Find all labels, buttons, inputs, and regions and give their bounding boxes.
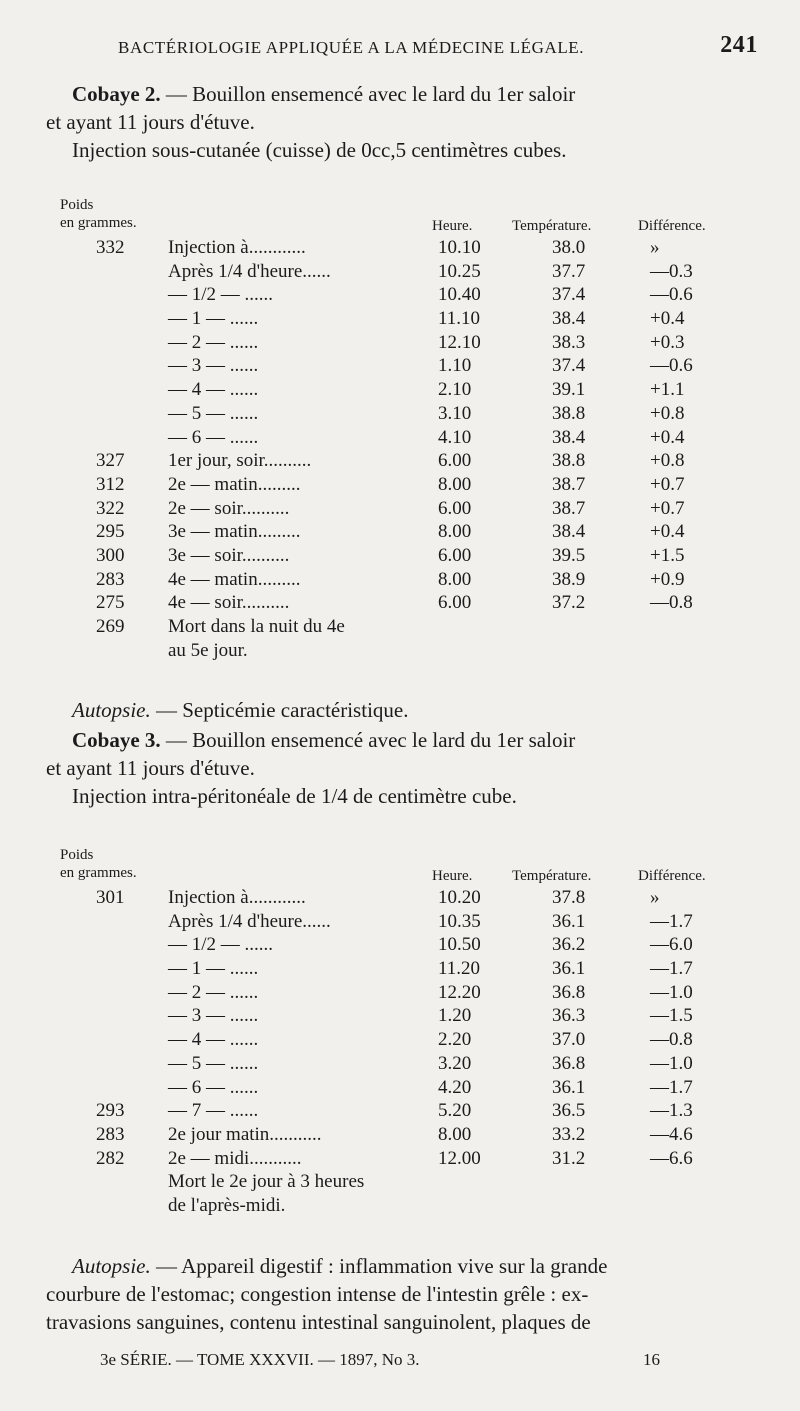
label-cell: au 5e jour. [168,639,248,661]
temp-cell: 37.8 [552,887,586,908]
time-cell: 3.20 [438,1052,472,1074]
label-cell: 1er jour, soir.......... [168,450,312,472]
cobaye-3-intro [46,726,758,810]
cobaye-3-heading: Cobaye 3. [72,728,161,752]
header-time: Heure. [432,218,473,234]
temp-cell: 36.1 [552,910,586,932]
time-cell: 6.00 [438,450,472,472]
temp-cell: 36.8 [552,1052,586,1074]
table-row [60,354,760,378]
diff-cell: —1.7 [650,958,693,980]
label-cell: — 1 — ...... [168,308,259,330]
table-header [60,196,760,236]
signature-number: 16 [643,1350,660,1369]
weight-cell: 283 [96,1123,125,1145]
cobaye-2-line2: et ayant 11 jours d'étuve. [46,110,255,134]
header-temp: Température. [512,218,592,234]
table-row [60,886,760,910]
time-cell: 11.10 [438,308,481,330]
temp-cell: 37.2 [552,592,586,614]
weight-cell: 332 [96,237,125,258]
table-row [60,1028,760,1052]
diff-cell: —6.6 [650,1147,693,1169]
table-row [60,1052,760,1076]
table-row [60,1170,760,1194]
label-cell: 3e — matin......... [168,521,301,543]
table-row [60,639,760,663]
cobaye-2-autopsy [46,696,758,724]
label-cell: Injection à............ [168,237,306,258]
weight-cell: 300 [96,544,125,566]
cobaye-2-line1: — Bouillon ensemencé avec le lard du 1er saloir [160,82,576,106]
diff-cell: +0.4 [650,426,685,448]
table-row [60,1099,760,1123]
time-cell: 2.10 [438,379,472,401]
temp-cell: 38.3 [552,331,586,353]
table-row [60,473,760,497]
temp-cell: 36.3 [552,1005,586,1027]
table-row [60,957,760,981]
diff-cell: —1.0 [650,981,693,1003]
diff-cell: —0.6 [650,284,693,306]
time-cell: 10.50 [438,934,481,956]
diff-cell: +0.8 [650,450,685,472]
time-cell: 6.00 [438,592,472,614]
autopsy-line1: — Appareil digestif : inflammation vive sur la grande [150,1254,608,1278]
weight-cell: 275 [96,592,125,614]
diff-cell: +1.1 [650,379,685,401]
label-cell: — 3 — ...... [168,1005,259,1027]
autopsy-line2: courbure de l'estomac; congestion intense de l'intestin grêle : ex- [46,1282,589,1306]
temp-cell: 39.1 [552,379,586,401]
label-cell: — 4 — ...... [168,1029,259,1051]
weight-cell: 283 [96,568,125,590]
diff-cell: +1.5 [650,544,685,566]
temp-cell: 36.1 [552,1076,586,1098]
diff-cell: —6.0 [650,934,693,956]
header-diff: Différence. [638,868,706,884]
time-cell: 10.20 [438,887,481,908]
temp-cell: 36.5 [552,1100,586,1122]
diff-cell: —1.3 [650,1100,693,1122]
table-header [60,846,760,886]
running-header [118,32,758,58]
label-cell: de l'après-midi. [168,1194,286,1216]
table-row [60,426,760,450]
time-cell: 4.10 [438,426,472,448]
cobaye-2-table [60,196,760,662]
diff-cell: —0.8 [650,1029,693,1051]
cobaye-2-heading: Cobaye 2. [72,82,161,106]
label-cell: — 1/2 — ...... [168,934,274,956]
time-cell: 2.20 [438,1029,472,1051]
diff-cell: —0.3 [650,260,693,282]
table-row [60,933,760,957]
label-cell: — 1 — ...... [168,958,259,980]
time-cell: 12.00 [438,1147,481,1169]
temp-cell: 38.4 [552,426,586,448]
label-cell: — 5 — ...... [168,1052,259,1074]
temp-cell: 37.7 [552,260,586,282]
temp-cell: 38.7 [552,497,586,519]
page-number: 241 [720,32,758,58]
time-cell: 8.00 [438,1123,472,1145]
diff-cell: —1.7 [650,910,693,932]
header-temp: Température. [512,868,592,884]
table-row [60,378,760,402]
table-row [60,520,760,544]
table-row [60,497,760,521]
temp-cell: 37.4 [552,284,586,306]
weight-cell: 295 [96,521,125,543]
time-cell: 6.00 [438,497,472,519]
cobaye-3-line3: Injection intra-péritonéale de 1/4 de centimètre cube. [72,784,517,808]
diff-cell: +0.4 [650,308,685,330]
label-cell: — 1/2 — ...... [168,284,274,306]
table-row [60,449,760,473]
temp-cell: 38.0 [552,237,586,258]
table-row [60,1123,760,1147]
temp-cell: 38.4 [552,521,586,543]
time-cell: 10.25 [438,260,481,282]
header-title: BACTÉRIOLOGIE APPLIQUÉE A LA MÉDECINE LÉGALE. [118,38,585,57]
autopsy-line3: travasions sanguines, contenu intestinal sanguinolent, plaques de [46,1310,591,1334]
diff-cell: +0.8 [650,402,685,424]
label-cell: 4e — matin......... [168,568,301,590]
header-weight: Poids en grammes. [60,197,137,231]
time-cell: 8.00 [438,473,472,495]
diff-cell: —1.0 [650,1052,693,1074]
cobaye-3-line2: et ayant 11 jours d'étuve. [46,756,255,780]
time-cell: 1.20 [438,1005,472,1027]
diff-cell: » [650,887,660,908]
time-cell: 10.10 [438,237,481,258]
label-cell: — 2 — ...... [168,331,259,353]
table-row [60,307,760,331]
label-cell: Injection à............ [168,887,306,908]
label-cell: — 7 — ...... [168,1100,259,1122]
time-cell: 11.20 [438,958,481,980]
table-body [60,236,760,662]
weight-cell: 301 [96,887,125,908]
cobaye-2-line3: Injection sous-cutanée (cuisse) de 0cc,5 centimètres cubes. [72,138,567,162]
time-cell: 3.10 [438,402,472,424]
label-cell: — 3 — ...... [168,355,259,377]
table-row [60,1194,760,1218]
cobaye-2-intro [46,80,758,164]
label-cell: 2e jour matin........... [168,1123,322,1145]
table-row [60,260,760,284]
cobaye-3-autopsy [46,1252,758,1336]
time-cell: 5.20 [438,1100,472,1122]
label-cell: 2e — matin......... [168,473,301,495]
temp-cell: 31.2 [552,1147,586,1169]
diff-cell: —1.7 [650,1076,693,1098]
weight-cell: 293 [96,1100,125,1122]
time-cell: 10.35 [438,910,481,932]
time-cell: 6.00 [438,544,472,566]
cobaye-3-table [60,846,760,1218]
table-row [60,283,760,307]
time-cell: 12.20 [438,981,481,1003]
time-cell: 1.10 [438,355,472,377]
diff-cell: +0.9 [650,568,685,590]
table-row [60,331,760,355]
table-row [60,1004,760,1028]
table-body [60,886,760,1218]
temp-cell: 39.5 [552,544,586,566]
diff-cell: —0.8 [650,592,693,614]
table-row [60,615,760,639]
temp-cell: 36.2 [552,934,586,956]
weight-cell: 327 [96,450,125,472]
temp-cell: 38.4 [552,308,586,330]
table-row [60,236,760,260]
diff-cell: » [650,237,660,258]
temp-cell: 33.2 [552,1123,586,1145]
label-cell: — 2 — ...... [168,981,259,1003]
diff-cell: +0.3 [650,331,685,353]
label-cell: 2e — soir.......... [168,497,290,519]
header-time: Heure. [432,868,473,884]
footer-series: 3e SÉRIE. — TOME XXXVII. — 1897, No 3. [100,1350,420,1369]
time-cell: 12.10 [438,331,481,353]
diff-cell: +0.7 [650,497,685,519]
label-cell: Mort le 2e jour à 3 heures [168,1171,365,1193]
label-cell: 3e — soir.......... [168,544,290,566]
table-row [60,910,760,934]
table-row [60,981,760,1005]
diff-cell: +0.4 [650,521,685,543]
temp-cell: 36.8 [552,981,586,1003]
header-weight: Poids en grammes. [60,847,137,881]
temp-cell: 38.7 [552,473,586,495]
temp-cell: 38.9 [552,568,586,590]
label-cell: Après 1/4 d'heure...... [168,260,331,282]
temp-cell: 36.1 [552,958,586,980]
label-cell: Après 1/4 d'heure...... [168,910,331,932]
table-row [60,1147,760,1171]
label-cell: — 6 — ...... [168,1076,259,1098]
time-cell: 8.00 [438,568,472,590]
table-row [60,544,760,568]
time-cell: 10.40 [438,284,481,306]
temp-cell: 37.4 [552,355,586,377]
temp-cell: 38.8 [552,450,586,472]
cobaye-3-line1: — Bouillon ensemencé avec le lard du 1er saloir [160,728,576,752]
table-row [60,1076,760,1100]
weight-cell: 269 [96,616,125,637]
temp-cell: 37.0 [552,1029,586,1051]
label-cell: — 4 — ...... [168,379,259,401]
diff-cell: —1.5 [650,1005,693,1027]
label-cell: 4e — soir.......... [168,592,290,614]
diff-cell: —4.6 [650,1123,693,1145]
diff-cell: —0.6 [650,355,693,377]
diff-cell: +0.7 [650,473,685,495]
header-diff: Différence. [638,218,706,234]
autopsy-label: Autopsie. [72,698,151,722]
autopsy-text: — Septicémie caractéristique. [150,698,409,722]
label-cell: Mort dans la nuit du 4e [168,616,345,637]
weight-cell: 312 [96,473,125,495]
temp-cell: 38.8 [552,402,586,424]
label-cell: — 6 — ...... [168,426,259,448]
weight-cell: 322 [96,497,125,519]
label-cell: — 5 — ...... [168,402,259,424]
label-cell: 2e — midi........... [168,1147,302,1169]
table-row [60,402,760,426]
table-row [60,591,760,615]
time-cell: 8.00 [438,521,472,543]
table-row [60,568,760,592]
autopsy-label: Autopsie. [72,1254,151,1278]
page-footer [100,1350,660,1370]
weight-cell: 282 [96,1147,125,1169]
time-cell: 4.20 [438,1076,472,1098]
